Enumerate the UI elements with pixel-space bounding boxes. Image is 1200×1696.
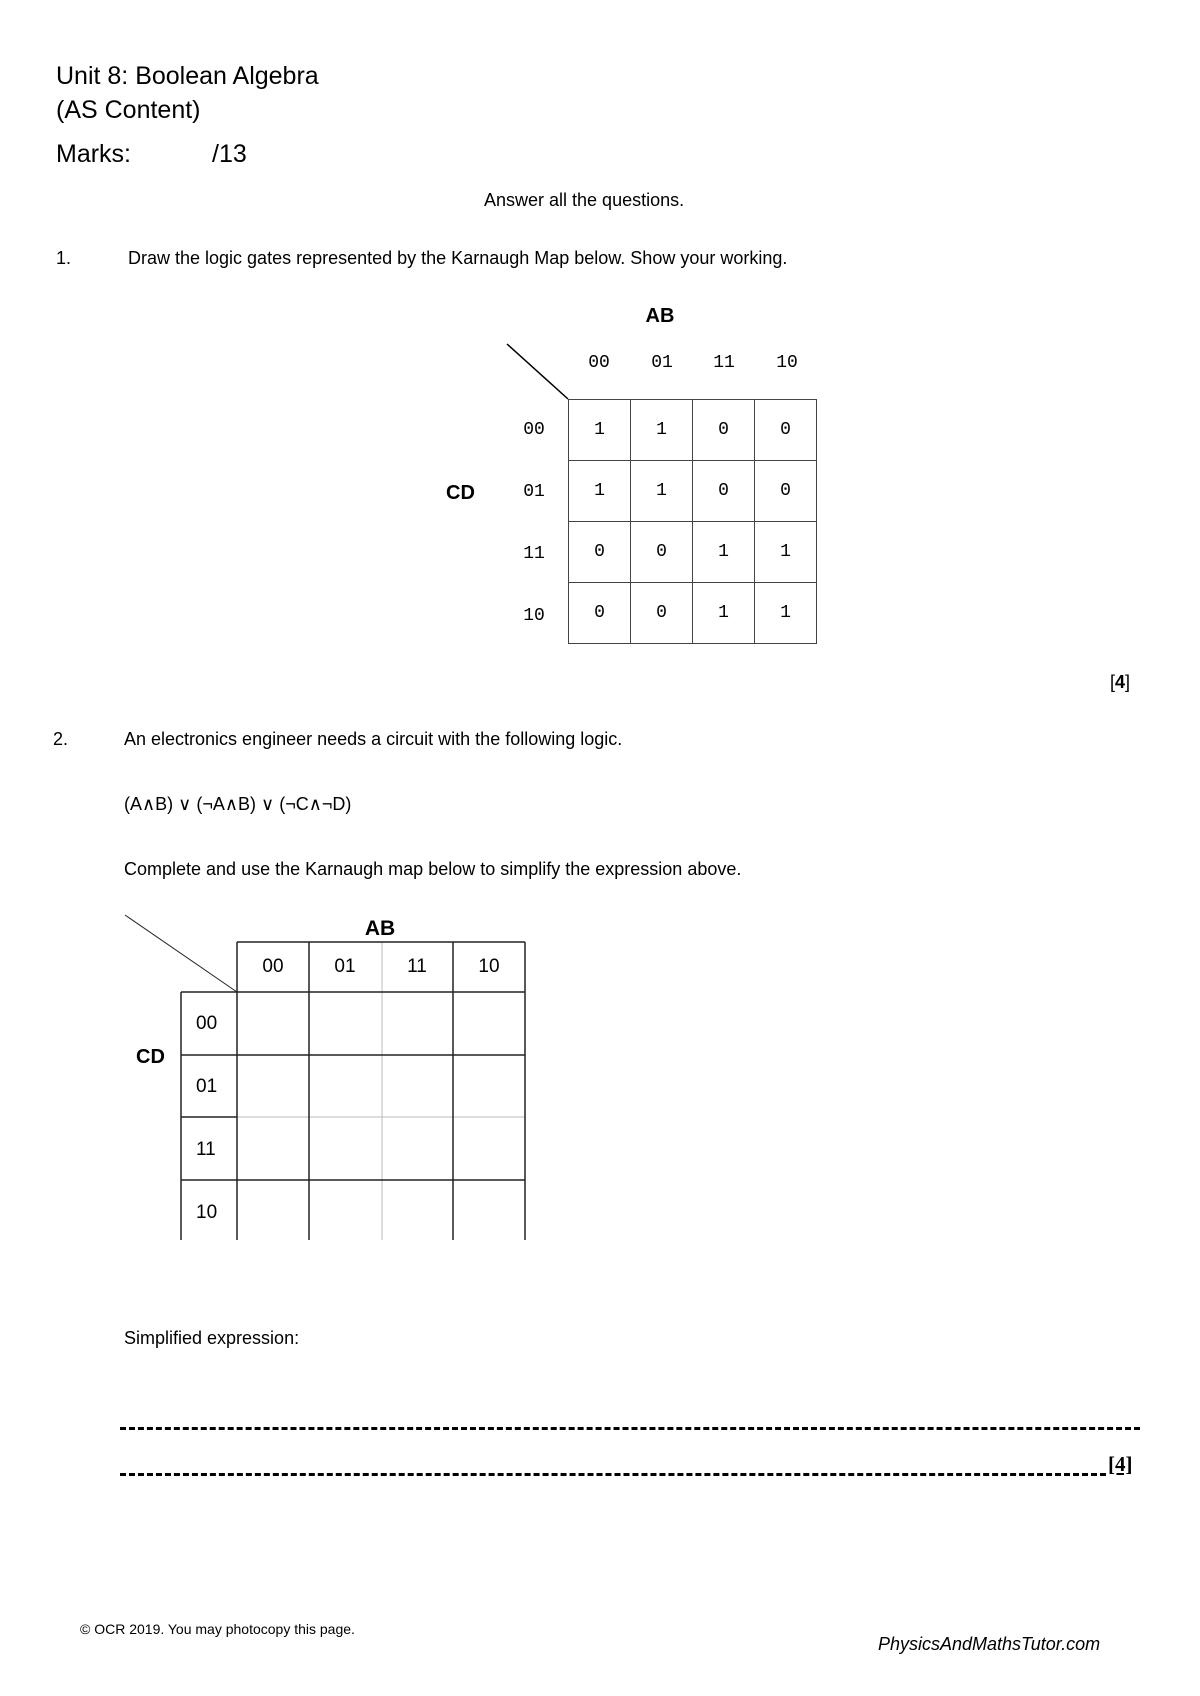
q1-kmap-row bbox=[569, 400, 817, 461]
q2-col-label: 10 bbox=[478, 956, 500, 977]
q2-col-label: 00 bbox=[262, 956, 284, 977]
q1-kmap-cell: 1 bbox=[693, 522, 755, 583]
q1-kmap-col-var: AB bbox=[645, 305, 675, 327]
q1-kmap-cell: 0 bbox=[693, 461, 755, 522]
q1-kmap-cell: 0 bbox=[755, 461, 817, 522]
q1-col-label: 11 bbox=[713, 353, 735, 373]
q1-col-label: 00 bbox=[588, 353, 610, 373]
q2-col-label: 11 bbox=[407, 956, 427, 977]
q1-kmap-cell: 1 bbox=[569, 461, 631, 522]
content-type: (AS Content) bbox=[56, 96, 201, 124]
q1-kmap-cell: 1 bbox=[693, 583, 755, 644]
q2-row-label: 10 bbox=[196, 1202, 218, 1223]
brand-watermark: PhysicsAndMathsTutor.com bbox=[878, 1634, 1101, 1654]
marks-total: /13 bbox=[212, 140, 247, 168]
q1-kmap-cell: 0 bbox=[755, 400, 817, 461]
unit-title: Unit 8: Boolean Algebra bbox=[56, 62, 319, 90]
q1-kmap-cell: 1 bbox=[755, 583, 817, 644]
q2-expression: (A∧B) ∨ (¬A∧B) ∨ (¬C∧¬D) bbox=[124, 794, 352, 814]
q1-kmap-row bbox=[569, 583, 817, 644]
simplified-label: Simplified expression: bbox=[124, 1328, 300, 1348]
q1-kmap-row bbox=[569, 522, 817, 583]
q1-kmap-row bbox=[569, 461, 817, 522]
q1-kmap-cell: 1 bbox=[631, 461, 693, 522]
q1-kmap-grid bbox=[568, 399, 817, 644]
q1-kmap-cell: 0 bbox=[569, 583, 631, 644]
answer-line bbox=[120, 1427, 1140, 1430]
q1-col-label: 10 bbox=[776, 353, 798, 373]
q1-text: Draw the logic gates represented by the Karnaugh Map below. Show your working. bbox=[128, 248, 788, 268]
q2-text: An electronics engineer needs a circuit with the following logic. bbox=[124, 729, 623, 749]
q1-kmap-diagonal bbox=[505, 342, 571, 402]
marks-label: Marks: bbox=[56, 140, 131, 168]
q1-col-label: 01 bbox=[651, 353, 673, 373]
q2-marks: [4] bbox=[1108, 1452, 1133, 1476]
q2-row-label: 00 bbox=[196, 1013, 218, 1034]
q2-kmap-row-var: CD bbox=[136, 1046, 165, 1068]
q2-row-label: 11 bbox=[196, 1139, 216, 1160]
copyright: © OCR 2019. You may photocopy this page. bbox=[80, 1621, 355, 1637]
q2-instruction: Complete and use the Karnaugh map below to simplify the expression above. bbox=[124, 859, 742, 879]
q1-kmap-cell: 1 bbox=[755, 522, 817, 583]
q1-kmap-cell: 1 bbox=[631, 400, 693, 461]
q1-row-label: 10 bbox=[523, 606, 545, 626]
q2-kmap-col-var: AB bbox=[364, 917, 396, 940]
q1-row-label: 00 bbox=[523, 420, 545, 440]
answer-line bbox=[120, 1473, 1106, 1476]
q2-col-label: 01 bbox=[334, 956, 356, 977]
q1-row-label: 11 bbox=[523, 544, 545, 564]
q1-kmap-cell: 0 bbox=[631, 583, 693, 644]
q2-row-label: 01 bbox=[196, 1076, 218, 1097]
q1-marks: [4] bbox=[1110, 672, 1131, 692]
q2-number: 2. bbox=[53, 729, 69, 749]
q1-row-label: 01 bbox=[523, 482, 545, 502]
q1-kmap-cell: 0 bbox=[569, 522, 631, 583]
q1-number: 1. bbox=[56, 248, 72, 268]
q1-kmap-cell: 0 bbox=[693, 400, 755, 461]
q1-kmap-row-var: CD bbox=[446, 482, 475, 504]
q1-kmap-cell: 1 bbox=[569, 400, 631, 461]
instructions: Answer all the questions. bbox=[484, 190, 685, 210]
q1-kmap-cell: 0 bbox=[631, 522, 693, 583]
